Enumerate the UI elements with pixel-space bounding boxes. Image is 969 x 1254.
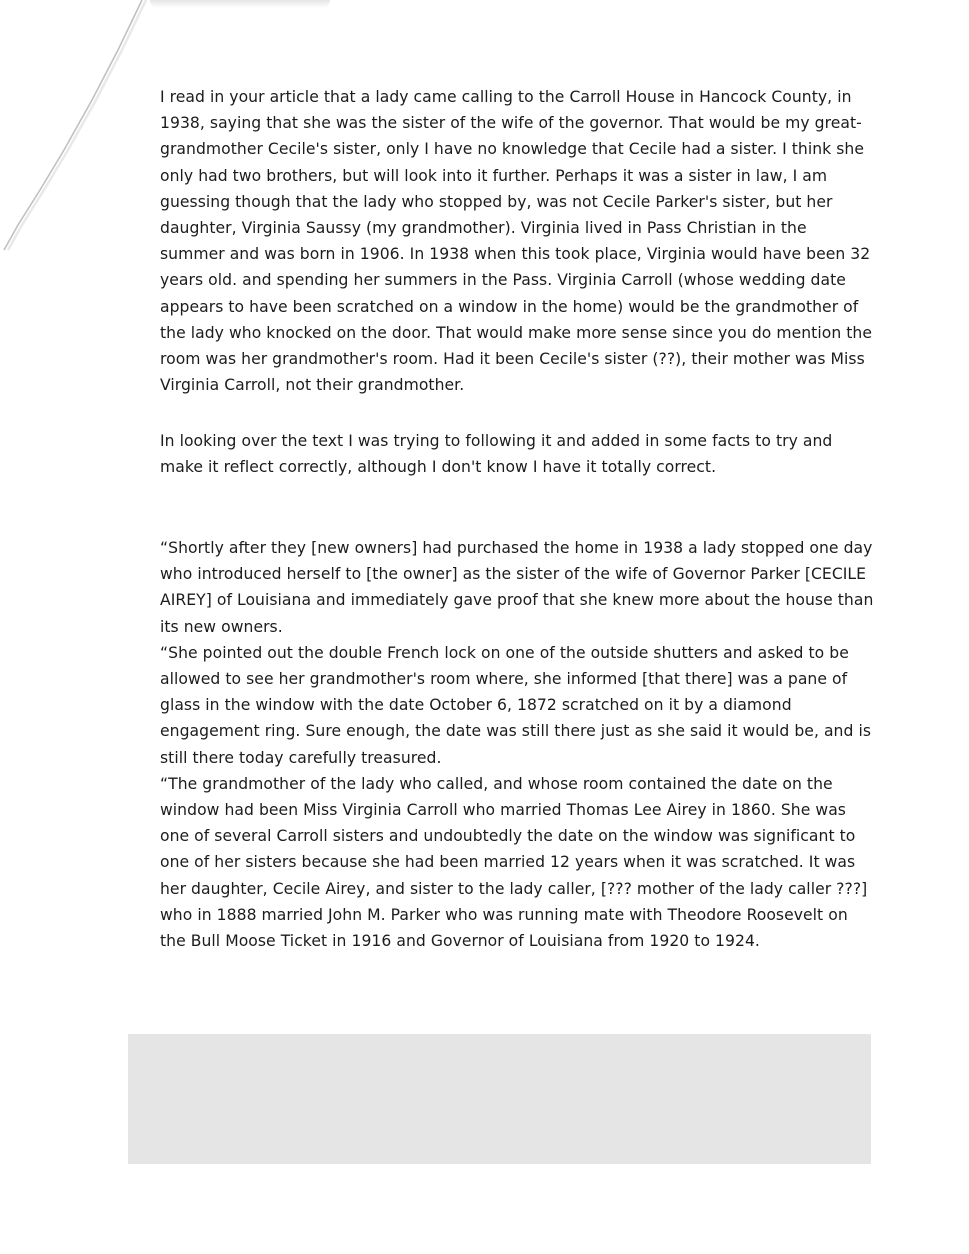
- intro-paragraph: I read in your article that a lady came calling to the Carroll House in Hancock County, in 1938, saying that she was the sister of the wife of the governor. That would be my great-grandmother Cecile's sister, only I have no knowledge that Cecile had a sister. I think she only had two brothers, but will look into it further. Perhaps it was a sister in law, I am guessing though that the lady who stopped by, was not Cecile Parker's sister, but her daughter, Virginia Saussy (my grandmother). Virginia lived in Pass Christian in the summer and was born in 1906. In 1938 when this took place, Virginia would have been 32 years old. and spending her summers in the Pass. Virginia Carroll (whose wedding date appears to have been scratched on a window in the home) would be the grandmother of the lady who knocked on the door. That would make more sense since you do mention the room was her grandmother's room. Had it been Cecile's sister (??), their mother was Miss Virginia Carroll, not their grandmother.: [160, 88, 873, 395]
- quote-paragraph-2: “She pointed out the double French lock on one of the outside shutters and asked to be allowed to see her grandmother's room where, she informed [that there] was a pane of glass in the window with the date October 6, 1872 scratched on it by a diamond engagement ring. Sure enough, the date was still there just as she said it would be, and is still there today carefully treasured.: [160, 643, 872, 767]
- scan-top-shadow: [150, 0, 330, 8]
- quote-paragraph-3: “The grandmother of the lady who called, and whose room contained the date on the window had been Miss Virginia Carroll who married Thomas Lee Airey in 1860. She was one of several Carroll sisters and undoubtedly the date on the window was significant to one of her sisters because she had been married 12 years when it was scratched. It was her daughter, Cecile Airey, and sister to the lady caller, [??? mother of the lady caller ???] who in 1888 married John M. Parker who was running mate with Theodore Roosevelt on the Bull Moose Ticket in 1916 and Governor of Louisiana from 1920 to 1924.: [160, 774, 868, 951]
- note-paragraph: In looking over the text I was trying to following it and added in some facts to try and make it reflect correctly, although I don't know I have it totally correct.: [160, 432, 833, 477]
- redacted-area: [128, 1034, 871, 1164]
- quoted-article-excerpt: [160, 535, 875, 954]
- quote-paragraph-1: “Shortly after they [new owners] had purchased the home in 1938 a lady stopped one day who introduced herself to [the owner] as the sister of the wife of Governor Parker [CECILE AIREY] of Louisiana and immediately gave proof that she knew more about the house than its new owners.: [160, 539, 874, 636]
